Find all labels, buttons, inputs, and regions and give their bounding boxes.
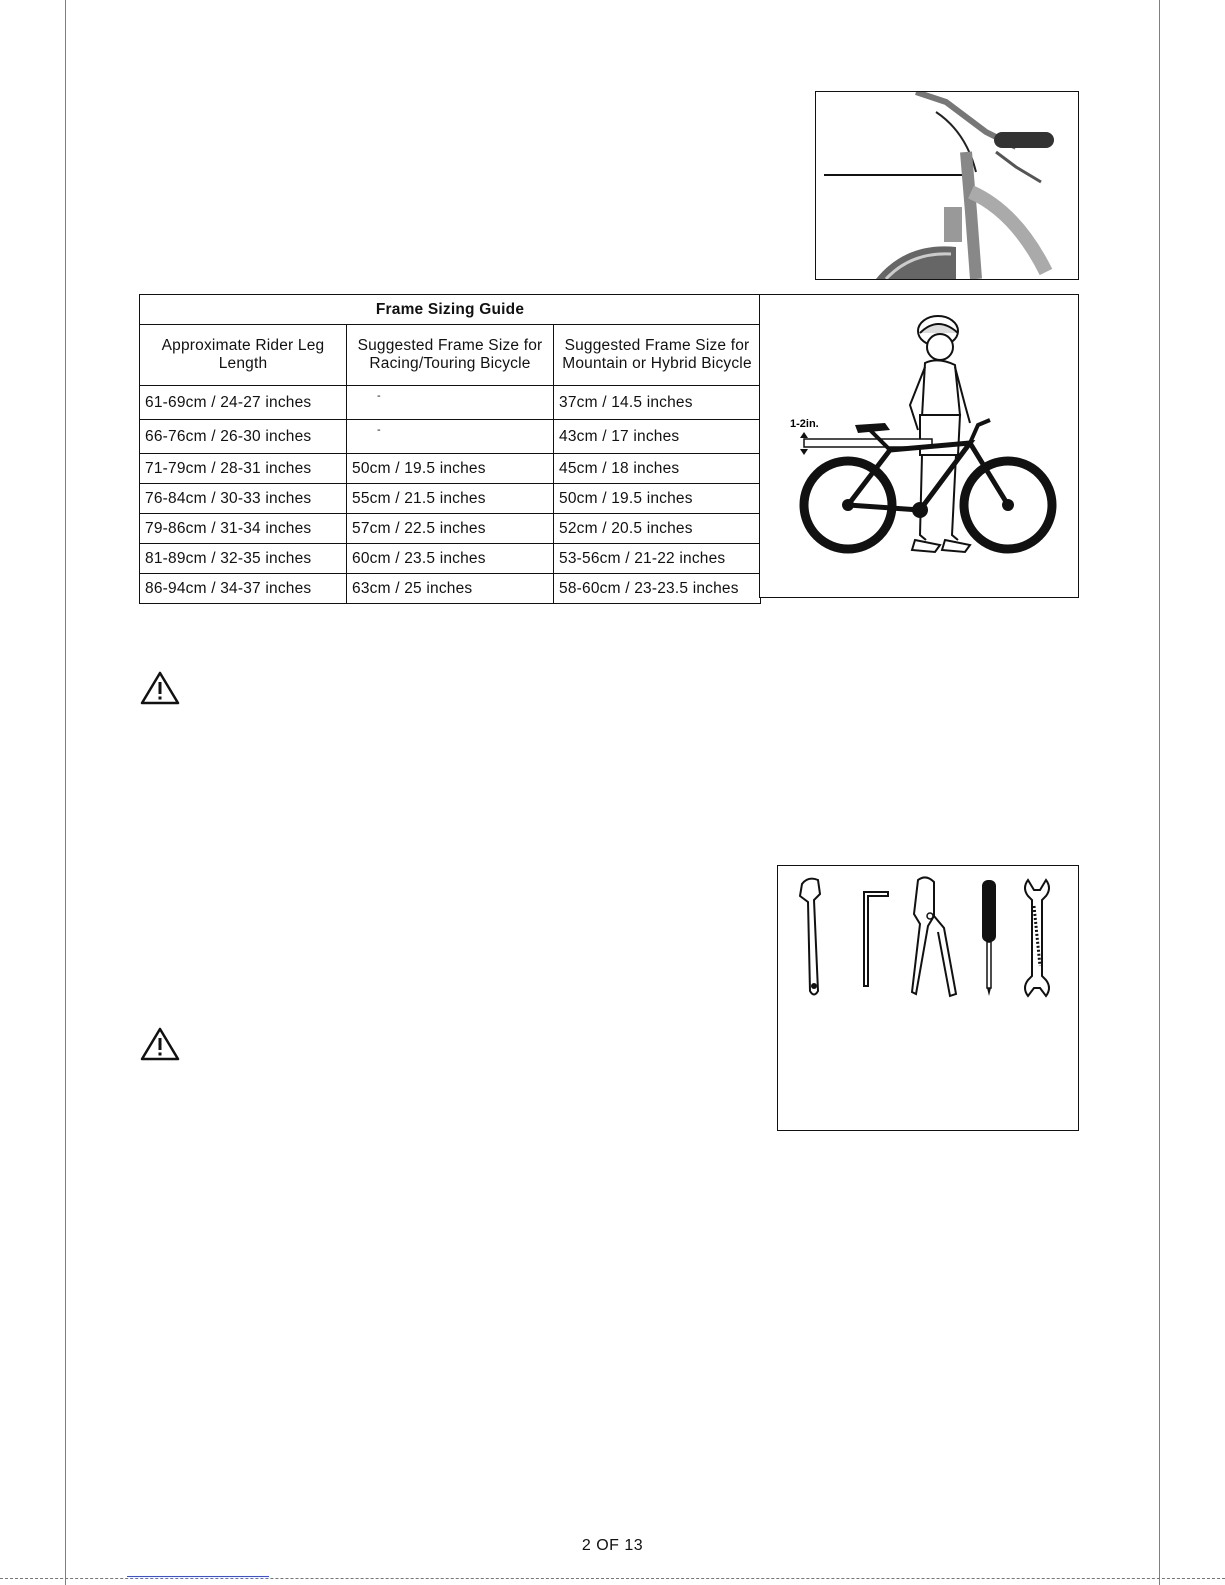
mountain-size-cell: 50cm / 19.5 inches	[554, 484, 761, 514]
hex-key-icon	[864, 892, 888, 986]
tools-figure	[777, 865, 1079, 1131]
header-racing-size: Suggested Frame Size for Racing/Touring Bicycle	[347, 325, 554, 386]
mountain-size-cell: 37cm / 14.5 inches	[554, 386, 761, 420]
leg-length-cell: 61-69cm / 24-27 inches	[140, 386, 347, 420]
handlebar-figure	[815, 91, 1079, 280]
table-row	[140, 574, 761, 604]
adjustable-wrench-icon	[800, 879, 820, 995]
table-row	[140, 420, 761, 454]
racing-size-cell: 60cm / 23.5 inches	[347, 544, 554, 574]
tools-illustration	[778, 866, 1078, 1006]
racing-size-cell: 55cm / 21.5 inches	[347, 484, 554, 514]
warning-triangle-icon	[140, 1026, 180, 1062]
racing-size-cell: -	[347, 420, 554, 454]
page-number: 2 OF 13	[581, 1537, 644, 1554]
table-row	[140, 454, 761, 484]
rider-standover-illustration	[760, 295, 1078, 597]
bike-handlebar-illustration	[816, 92, 1078, 279]
page-right-edge	[1159, 0, 1160, 1585]
leg-length-cell: 86-94cm / 34-37 inches	[140, 574, 347, 604]
racing-size-cell: -	[347, 386, 554, 420]
mountain-size-cell: 52cm / 20.5 inches	[554, 514, 761, 544]
open-end-wrench-icon	[1025, 880, 1049, 996]
leg-length-cell: 71-79cm / 28-31 inches	[140, 454, 347, 484]
header-mountain-size: Suggested Frame Size for Mountain or Hybrid Bicycle	[554, 325, 761, 386]
racing-size-cell: 63cm / 25 inches	[347, 574, 554, 604]
table-row	[140, 544, 761, 574]
pliers-icon	[912, 877, 956, 996]
racing-size-cell: 57cm / 22.5 inches	[347, 514, 554, 544]
warning-triangle-icon	[140, 670, 180, 706]
table-row	[140, 386, 761, 420]
mountain-size-cell: 58-60cm / 23-23.5 inches	[554, 574, 761, 604]
mountain-size-cell: 45cm / 18 inches	[554, 454, 761, 484]
bottom-divider	[0, 1578, 1225, 1579]
table-title: Frame Sizing Guide	[140, 295, 761, 325]
leg-length-cell: 76-84cm / 30-33 inches	[140, 484, 347, 514]
leg-length-cell: 81-89cm / 32-35 inches	[140, 544, 347, 574]
racing-size-cell: 50cm / 19.5 inches	[347, 454, 554, 484]
leg-length-cell: 79-86cm / 31-34 inches	[140, 514, 347, 544]
mountain-size-cell: 53-56cm / 21-22 inches	[554, 544, 761, 574]
table-row	[140, 484, 761, 514]
header-leg-length: Approximate Rider Leg Length	[140, 325, 347, 386]
screwdriver-icon	[982, 880, 996, 996]
page-left-edge	[65, 0, 66, 1585]
frame-sizing-table	[139, 294, 761, 604]
leg-length-cell: 66-76cm / 26-30 inches	[140, 420, 347, 454]
rider-standover-figure	[759, 294, 1079, 598]
clearance-label: 1-2in.	[790, 418, 819, 430]
table-row	[140, 514, 761, 544]
mountain-size-cell: 43cm / 17 inches	[554, 420, 761, 454]
bottom-link-underline	[127, 1576, 269, 1577]
